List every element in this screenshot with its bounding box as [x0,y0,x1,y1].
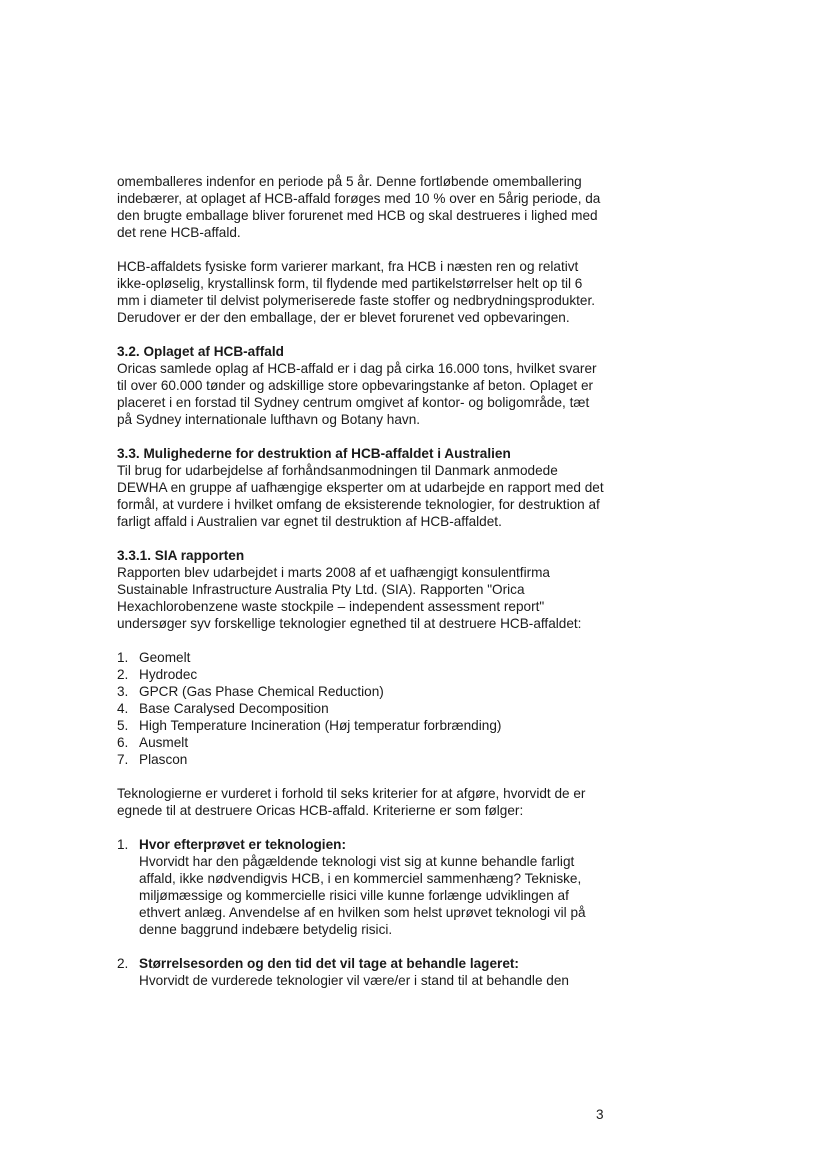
page-number: 3 [596,1107,604,1122]
paragraph-repackaging: omemballeres indenfor en periode på 5 år. Denne fortløbende omemballering indebærer, at oplaget af HCB-affald forøges med 10 % over en 5årig periode, da den brugte emballage bliver forurenet med HCB og skal destrueres i lighed med det rene HCB-affald. [117,174,601,240]
criterion-text: Hvorvidt har den pågældende teknologi vist sig at kunne behandle farligt affald, ikke nødvendigvis HCB, i en kommerciel sammenhæng? Tekniske, miljømæssige og kommercielle risici ville kunne forlænge udviklingen af ethvert anlæg. Anvendelse af en hvilken som helst uprøvet teknologi vil på denne baggrund indebære betydelig risici. [139,854,586,937]
technology-list [117,649,607,768]
list-item: 2. Hydrodec [117,667,198,682]
section-heading-3-3: 3.3. Mulighederne for destruktion af HCB-affaldet i Australien [117,446,511,461]
criteria-intro: Teknologierne er vurderet i forhold til seks kriterier for at afgøre, hvorvidt de er egnede til at destruere Oricas HCB-affald. Kriterierne er som følger: [117,786,586,818]
list-item: 4. Base Caralysed Decomposition [117,701,329,716]
section-heading-3-3-1: 3.3.1. SIA rapporten [117,548,245,563]
section-text-3-3: Til brug for udarbejdelse af forhåndsanmodningen til Danmark anmodede DEWHA en gruppe af uafhængige eksperter om at udarbejde en rapport med det formål, at vurdere i hvilket omfang de eksisterende teknologier, for destruktion af farligt affald i Australien var egnet til destruktion af HCB-affaldet. [117,463,604,529]
criterion-title: Størrelsesorden og den tid det vil tage at behandle lageret: [139,956,519,971]
section-heading-3-2: 3.2. Oplaget af HCB-affald [117,344,284,359]
section-text-3-3-1: Rapporten blev udarbejdet i marts 2008 af et uafhængigt konsulentfirma Sustainable Infrastructure Australia Pty Ltd. (SIA). Rapporten "Orica Hexachlorobenzene waste stockpile – independent assessment report" undersøger syv forskellige teknologier egnethed til at destruere HCB-affaldet: [117,565,582,631]
list-item: 3. GPCR (Gas Phase Chemical Reduction) [117,684,384,699]
section-text-3-2: Oricas samlede oplag af HCB-affald er i dag på cirka 16.000 tons, hvilket svarer til over 60.000 tønder og adskillige store opbevaringstanke af beton. Oplaget er placeret i en forstad til Sydney centrum omgivet af kontor- og boligområde, tæt på Sydney internationale lufthavn og Botany havn. [117,361,597,427]
paragraph-physical-form: HCB-affaldets fysiske form varierer markant, fra HCB i næsten ren og relativt ikke-opløselig, krystallinsk form, til flydende med partikelstørrelser helt op til 6 mm i diameter til delvist polymeriserede faste stoffer og nedbrydningsprodukter. Derudover er der den emballage, der er blevet forurenet ved opbevaringen. [117,259,596,325]
list-item: 7. Plascon [117,752,188,767]
document-page [117,173,607,989]
list-item: 5. High Temperature Incineration (Høj temperatur forbrænding) [117,718,502,733]
criterion-item: 2. Størrelsesorden og den tid det vil tage at behandle lageret: Hvorvidt de vurderede teknologier vil være/er i stand til at behandle den [117,955,607,989]
criterion-title: Hvor efterprøvet er teknologien: [139,837,346,852]
criterion-item: 1. Hvor efterprøvet er teknologien: Hvorvidt har den pågældende teknologi vist sig at kunne behandle farligt affald, ikke nødvendigvis HCB, i en kommerciel sammenhæng? Tekniske, miljømæssige og kommercielle risici ville kunne forlænge udviklingen af ethvert anlæg. Anvendelse af en hvilken som helst uprøvet teknologi vil på denne baggrund indebære betydelig risici. [117,836,607,938]
list-item: 6. Ausmelt [117,735,189,750]
criterion-text: Hvorvidt de vurderede teknologier vil være/er i stand til at behandle den [139,973,569,988]
list-item: 1. Geomelt [117,650,191,665]
